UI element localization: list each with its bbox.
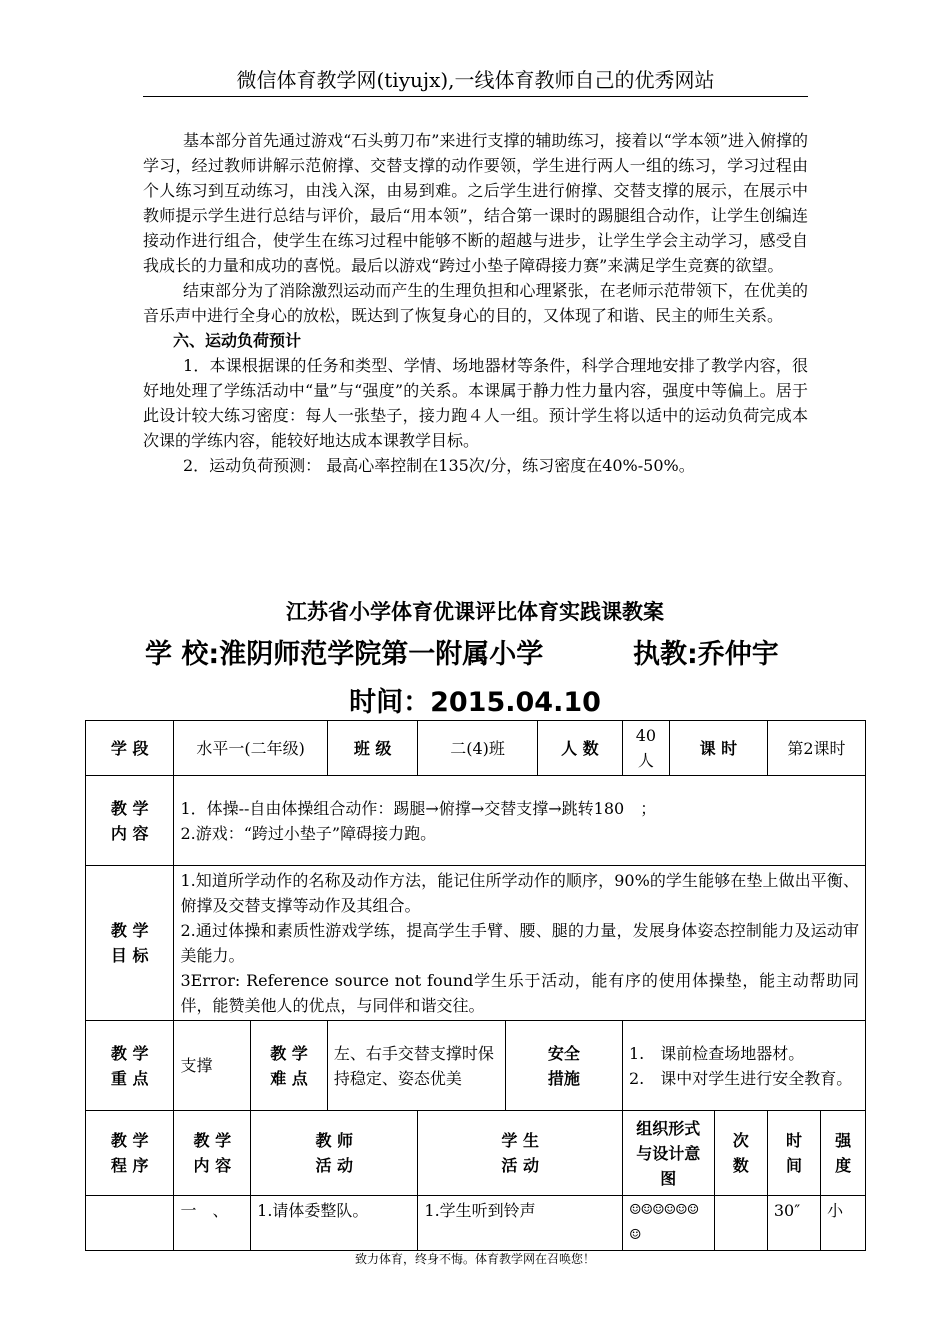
content-label: 教 学 内 容 [86, 776, 174, 866]
head-content: 教 学 内 容 [174, 1111, 251, 1196]
lesson-plan-table [85, 720, 866, 1251]
goals-label: 教 学 目 标 [86, 866, 174, 1021]
safety-line-2: 2. 课中对学生进行安全教育。 [628, 1068, 853, 1088]
goals-value [174, 866, 866, 1021]
head-teacher: 教 师 活 动 [251, 1111, 418, 1196]
head-times: 次 数 [714, 1111, 767, 1196]
head-org: 组织形式 与设计意图 [622, 1111, 714, 1196]
goal-line-1: 1.知道所学动作的名称及动作方法，能记住所学动作的顺序，90%的学生能够在垫上做出平衡、俯撑及交替支撑等动作及其组合。 [180, 871, 859, 915]
safety-value [622, 1021, 865, 1111]
safety-label: 安全 措施 [505, 1021, 622, 1111]
period-value: 第2课时 [767, 721, 865, 776]
key-label: 教 学 重 点 [86, 1021, 174, 1111]
key-value: 支撑 [174, 1021, 251, 1111]
paragraph-main-part: 基本部分首先通过游戏“石头剪刀布”来进行支撑的辅助练习，接着以“学本领”进入俯撑的学习，经过教师讲解示范俯撑、交替支撑的动作要领，学生进行两人一组的练习，学习过程由个人练习到互动练习，由浅入深，由易到难。之后学生进行俯撑、交替支撑的展示，在展示中教师提示学生进行总结与评价，最后“用本领”，结合第一课时的踢腿组合动作，让学生创编连接动作进行组合，使学生在练习过程中能够不断的超越与进步，让学生学会主动学习，感受自我成长的力量和成功的喜悦。最后以游戏“跨过小垫子障碍接力赛”来满足学生竞赛的欲望。 [143, 131, 808, 275]
cell-times [714, 1196, 767, 1251]
cell-student: 1.学生听到铃声 [418, 1196, 623, 1251]
table-row [86, 1196, 866, 1251]
content-value [174, 776, 866, 866]
content-line-1: 1．体操--自由体操组合动作：踢腿→俯撑→交替支撑→跳转180 ； [180, 798, 657, 818]
head-intensity: 强 度 [821, 1111, 866, 1196]
content-line-2: 2.游戏：“跨过小垫子”障碍接力跑。 [180, 823, 437, 843]
period-label: 课 时 [669, 721, 767, 776]
table-row-goals [86, 866, 866, 1021]
school-line: 学 校:淮阴师范学院第一附属小学 [145, 639, 544, 670]
stage-value: 水平一(二年级) [174, 721, 327, 776]
cell-org: ☺☺☺☺☺☺☺ [622, 1196, 714, 1251]
paragraph-ending-part: 结束部分为了消除激烈运动而产生的生理负担和心理紧张，在老师示范带领下，在优美的音乐声中进行全身心的放松，既达到了恢复身心的目的，又体现了和谐、民主的师生关系。 [143, 281, 808, 325]
stage-label: 学 段 [86, 721, 174, 776]
safety-line-1: 1. 课前检查场地器材。 [628, 1043, 805, 1063]
cell-duration: 30″ [767, 1196, 820, 1251]
cell-order [86, 1196, 174, 1251]
table-row-basic [86, 721, 866, 776]
time-line: 时间：2015.04.10 [349, 687, 601, 718]
difficulty-value: 左、右手交替支撑时保持稳定、姿态优美 [327, 1021, 505, 1111]
class-label: 班 级 [327, 721, 418, 776]
cell-intensity: 小 [821, 1196, 866, 1251]
difficulty-label: 教 学 难 点 [251, 1021, 328, 1111]
class-value: 二(4)班 [418, 721, 537, 776]
table-row-heads [86, 1111, 866, 1196]
count-label: 人 数 [537, 721, 622, 776]
page-footer: 致力体育，终身不悔。体育教学网在召唤您！ [354, 1252, 595, 1266]
head-duration: 时 间 [767, 1111, 820, 1196]
table-row-key [86, 1021, 866, 1111]
table-row-content [86, 776, 866, 866]
head-order: 教 学 程 序 [86, 1111, 174, 1196]
goal-line-3: 3Error: Reference source not found学生乐于活动，能有序的使用体操垫，能主动帮助同伴，能赞美他人的优点，与同伴和谐交往。 [180, 971, 859, 1015]
section-heading-load: 六、运动负荷预计 [173, 331, 302, 350]
plan-title: 江苏省小学体育优课评比体育实践课教案 [286, 600, 664, 624]
body-text [143, 128, 808, 478]
cell-teacher: 1.请体委整队。 [251, 1196, 418, 1251]
goal-line-2: 2.通过体操和素质性游戏学练，提高学生手臂、腰、腿的力量，发展身体姿态控制能力及运动审美能力。 [180, 921, 859, 965]
teacher-line: 执教:乔仲宇 [633, 639, 779, 670]
paragraph-load-2: 2．运动负荷预测： 最高心率控制在135次/分，练习密度在40%-50%。 [183, 456, 695, 475]
page-header: 微信体育教学网(tiyujx),一线体育教师自己的优秀网站 [143, 66, 808, 97]
cell-content: 一 、 [174, 1196, 251, 1251]
paragraph-load-1: 1．本课根据课的任务和类型、学情、场地器材等条件，科学合理地安排了教学内容，很好地处理了学练活动中“量”与“强度”的关系。本课属于静力性力量内容，强度中等偏上。居于此设计较大练习密度：每人一张垫子，接力跑４人一组。预计学生将以适中的运动负荷完成本次课的学练内容，能较好地达成本课教学目标。 [143, 356, 808, 450]
head-student: 学 生 活 动 [418, 1111, 623, 1196]
count-value: 40人 [622, 721, 669, 776]
